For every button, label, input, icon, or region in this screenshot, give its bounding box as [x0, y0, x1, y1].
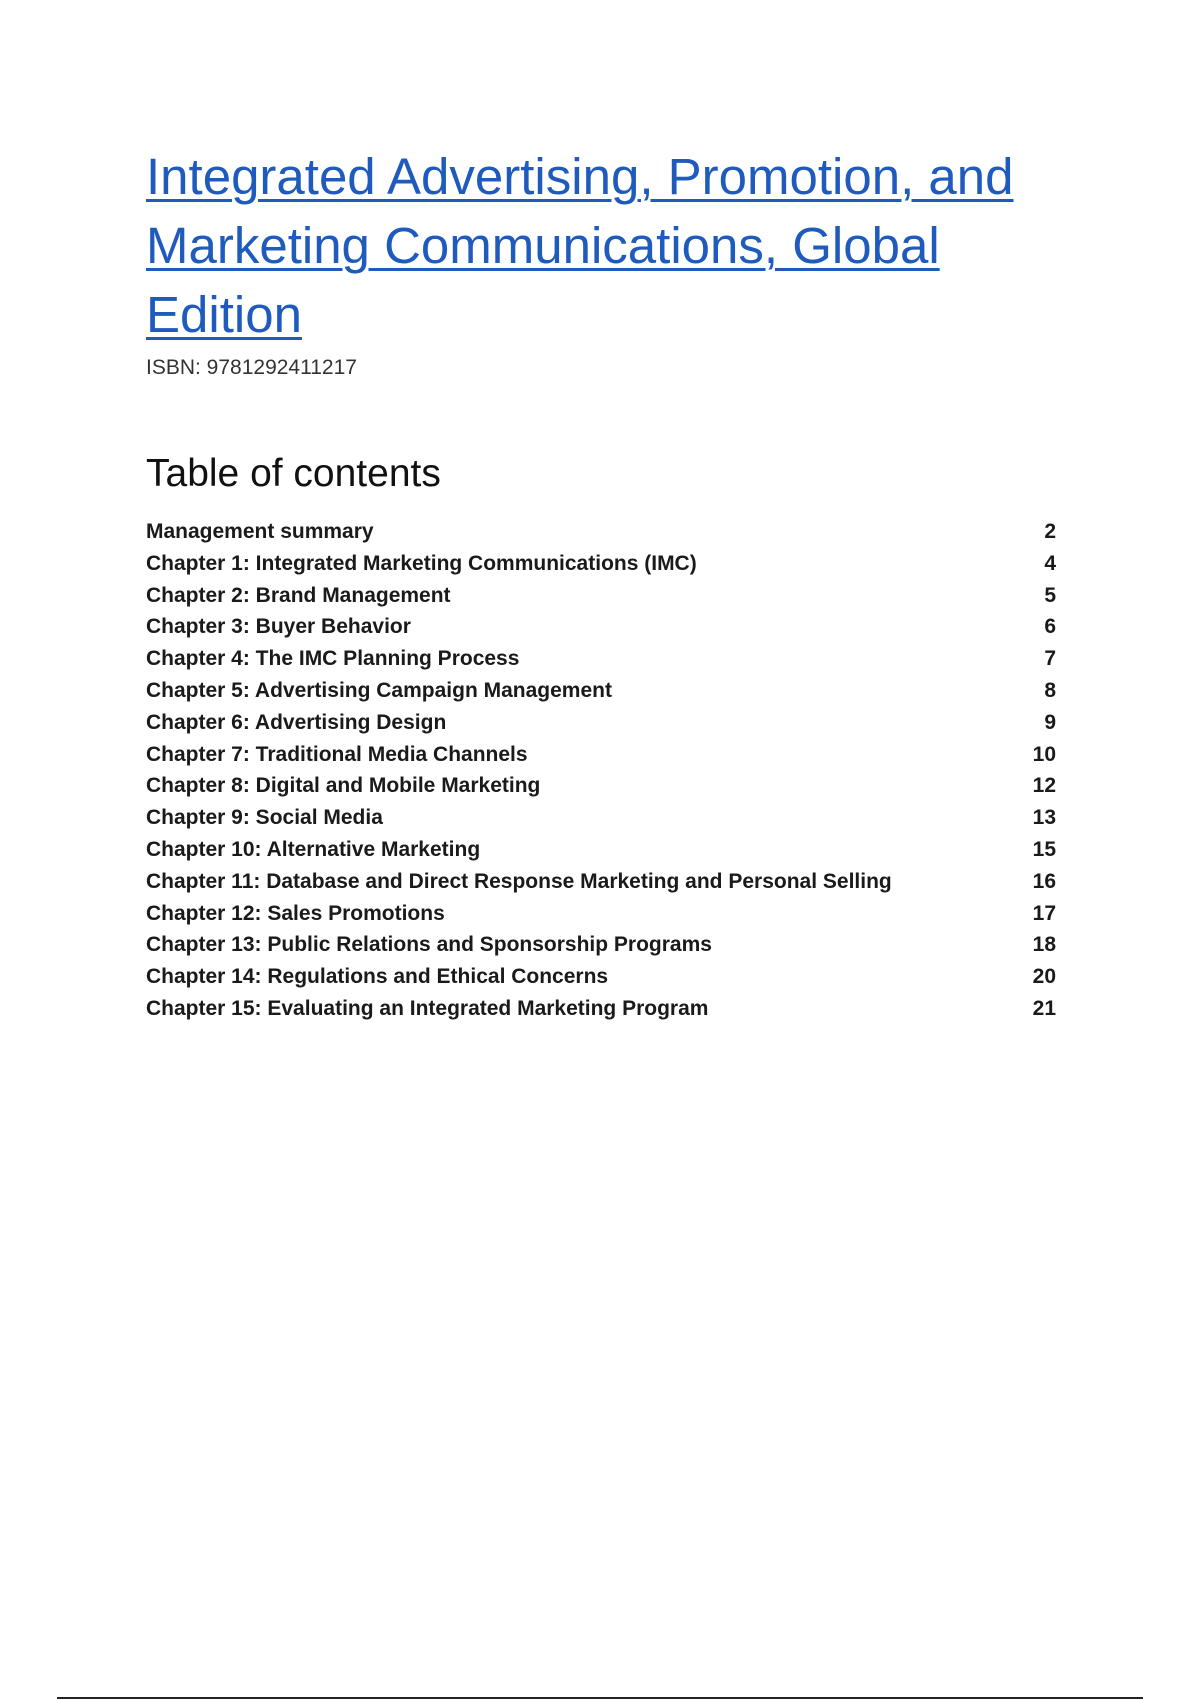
toc-heading: Table of contents [146, 452, 441, 495]
toc-entry-label: Chapter 10: Alternative Marketing [146, 837, 481, 861]
toc-entry-page: 4 [1044, 551, 1056, 575]
toc-entry-page: 18 [1032, 933, 1056, 957]
toc-entry-label: Chapter 2: Brand Management [146, 583, 451, 607]
toc-entry-label: Chapter 15: Evaluating an Integrated Marketing Program [146, 996, 709, 1020]
footer-divider [57, 1697, 1143, 1699]
toc-entry-management-summary[interactable] [146, 520, 1056, 552]
toc-entry-page: 6 [1044, 615, 1056, 639]
toc-entry-chapter-15[interactable] [146, 997, 1056, 1029]
toc-entry-chapter-5[interactable] [146, 679, 1056, 711]
toc-entry-chapter-10[interactable] [146, 838, 1056, 870]
toc-entry-label: Chapter 6: Advertising Design [146, 710, 447, 734]
toc-entry-page: 17 [1032, 901, 1056, 925]
toc-entry-page: 13 [1032, 806, 1056, 830]
toc-entry-label: Chapter 8: Digital and Mobile Marketing [146, 774, 541, 798]
toc-entry-label: Chapter 1: Integrated Marketing Communications (IMC) [146, 551, 697, 575]
toc-entry-chapter-7[interactable] [146, 743, 1056, 775]
toc-entry-label: Chapter 3: Buyer Behavior [146, 615, 411, 639]
toc-entry-chapter-14[interactable] [146, 965, 1056, 997]
toc-entry-page: 5 [1044, 583, 1056, 607]
toc-entry-chapter-11[interactable] [146, 870, 1056, 902]
isbn-text: ISBN: 9781292411217 [146, 356, 357, 379]
toc-entry-page: 7 [1044, 647, 1056, 671]
toc-entry-label: Chapter 12: Sales Promotions [146, 901, 445, 925]
toc-entry-chapter-8[interactable] [146, 774, 1056, 806]
toc-entry-chapter-1[interactable] [146, 552, 1056, 584]
toc-entry-label: Chapter 11: Database and Direct Response Marketing and Personal Selling [146, 869, 892, 893]
document-title-link[interactable]: Integrated Advertising, Promotion, and Marketing Communications, Global Edition [146, 148, 1014, 343]
toc-entry-label: Chapter 13: Public Relations and Sponsorship Programs [146, 933, 712, 957]
toc-entry-chapter-4[interactable] [146, 647, 1056, 679]
toc-entry-page: 9 [1044, 710, 1056, 734]
toc-entry-label: Management summary [146, 520, 374, 543]
toc-entry-chapter-9[interactable] [146, 806, 1056, 838]
toc-entry-page: 10 [1032, 742, 1056, 766]
toc-entry-page: 8 [1044, 678, 1056, 702]
toc-entry-chapter-12[interactable] [146, 902, 1056, 934]
toc-entry-page: 12 [1032, 774, 1056, 798]
toc-entry-label: Chapter 9: Social Media [146, 806, 383, 830]
toc-entry-page: 16 [1032, 869, 1056, 893]
toc-entry-page: 20 [1032, 965, 1056, 989]
toc-entry-page: 21 [1032, 996, 1056, 1020]
toc-entry-label: Chapter 7: Traditional Media Channels [146, 742, 528, 766]
toc-list [146, 520, 1056, 1029]
toc-entry-chapter-2[interactable] [146, 584, 1056, 616]
toc-entry-label: Chapter 5: Advertising Campaign Management [146, 678, 612, 702]
toc-entry-chapter-13[interactable] [146, 933, 1056, 965]
toc-entry-label: Chapter 14: Regulations and Ethical Concerns [146, 965, 609, 989]
toc-entry-label: Chapter 4: The IMC Planning Process [146, 647, 520, 671]
toc-entry-chapter-6[interactable] [146, 711, 1056, 743]
toc-entry-chapter-3[interactable] [146, 615, 1056, 647]
toc-entry-page: 2 [1044, 520, 1056, 543]
toc-entry-page: 15 [1032, 837, 1056, 861]
